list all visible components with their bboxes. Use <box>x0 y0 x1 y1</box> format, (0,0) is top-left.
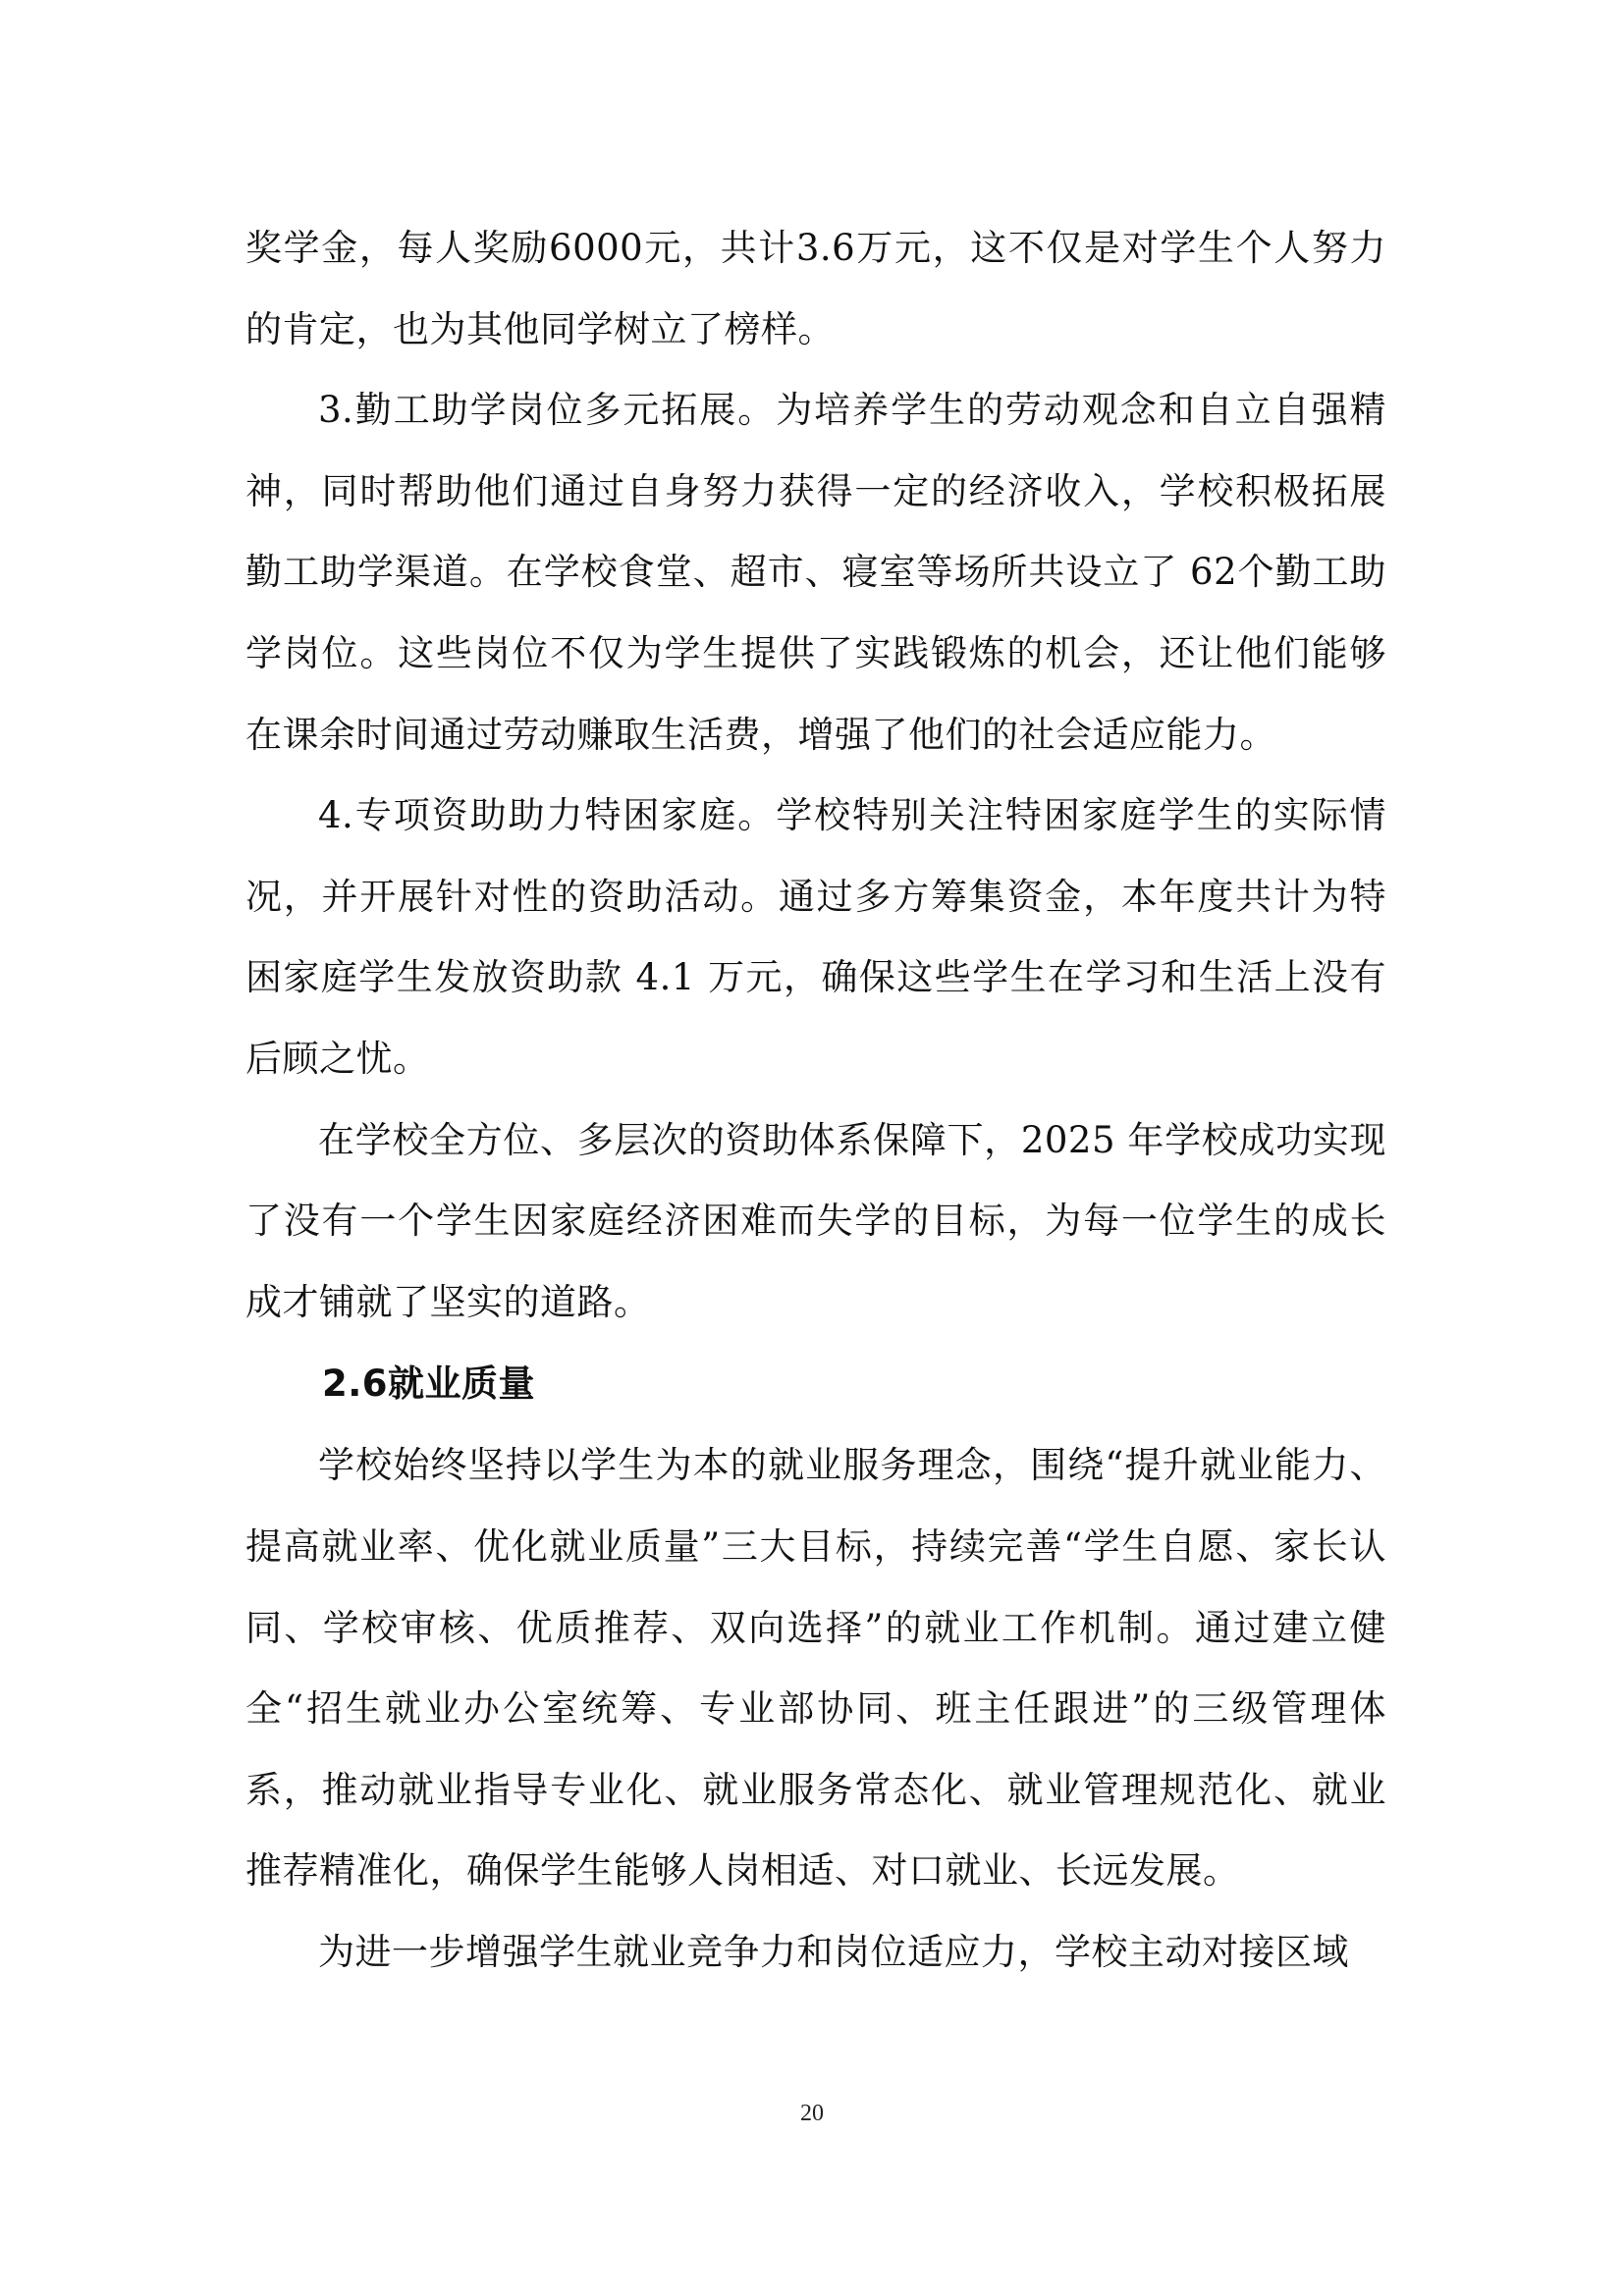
page-body <box>245 208 1386 1993</box>
paragraph-employment-service: 学校始终坚持以学生为本的就业服务理念，围绕“提升就业能力、提高就业率、优化就业质量”三大目标，持续完善“学生自愿、家长认同、学校审核、优质推荐、双向选择”的就业工作机制。通过建立健全“招生就业办公室统筹、专业部协同、班主任跟进”的三级管理体系，推动就业指导专业化、就业服务常态化、就业管理规范化、就业推荐精准化，确保学生能够人岗相适、对口就业、长远发展。 <box>245 1444 1386 1893</box>
paragraph-special-aid: 4.专项资助助力特困家庭。学校特别关注特困家庭学生的实际情况，并开展针对性的资助活动。通过多方筹集资金，本年度共计为特困家庭学生发放资助款 4.1 万元，确保这些学生在学习和生活上没有后顾之忧。 <box>245 794 1386 1080</box>
section-heading-employment-quality: 2.6就业质量 <box>322 1362 536 1406</box>
page-number: 20 <box>800 2101 824 2126</box>
paragraph-scholarship-cont: 奖学金，每人奖励6000元，共计3.6万元，这不仅是对学生个人努力的肯定，也为其他同学树立了榜样。 <box>245 227 1386 350</box>
paragraph-work-study: 3.勤工助学岗位多元拓展。为培养学生的劳动观念和自立自强精神，同时帮助他们通过自身努力获得一定的经济收入，学校积极拓展勤工助学渠道。在学校食堂、超市、寝室等场所共设立了 62个勤工助学岗位。这些岗位不仅为学生提供了实践锻炼的机会，还让他们能够在课余时间通过劳动赚取生活费，增强了他们的社会适应能力。 <box>245 389 1386 756</box>
paragraph-aid-summary: 在学校全方位、多层次的资助体系保障下，2025 年学校成功实现了没有一个学生因家庭经济困难而失学的目标，为每一位学生的成长成才铺就了坚实的道路。 <box>245 1118 1386 1323</box>
paragraph-employment-competitiveness: 为进一步增强学生就业竞争力和岗位适应力，学校主动对接区域 <box>318 1930 1349 1973</box>
